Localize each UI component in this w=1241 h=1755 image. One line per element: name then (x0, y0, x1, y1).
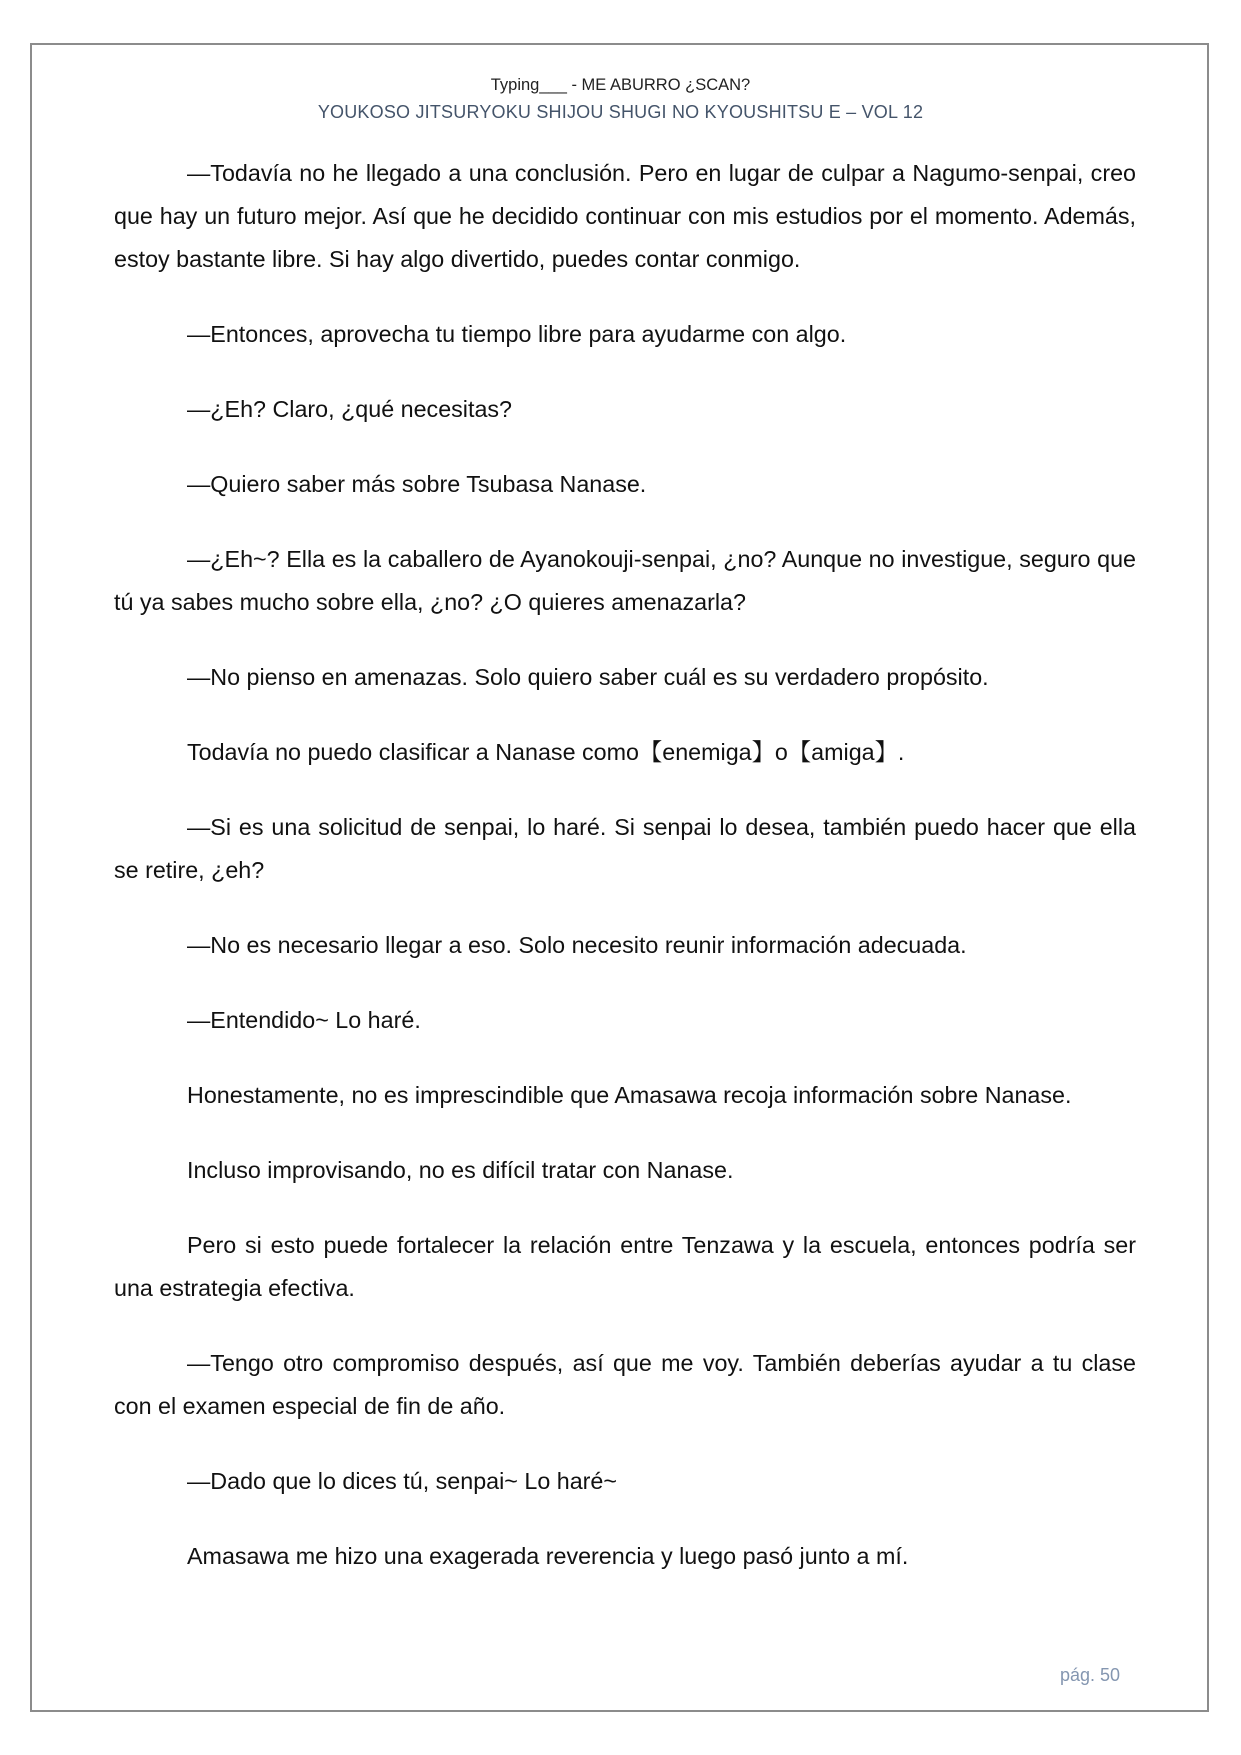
paragraph: —Todavía no he llegado a una conclusión. Pero en lugar de culpar a Nagumo-senpai, creo que hay un futuro mejor. Así que he decidido continuar con mis estudios por el momento. Además, estoy bastante libre. Si hay algo divertido, puedes contar conmigo. (114, 160, 1136, 272)
paragraph: —¿Eh? Claro, ¿qué necesitas? (187, 396, 513, 422)
header-credits: Typing___ - ME ABURRO ¿SCAN? (490, 76, 751, 94)
paragraph: —¿Eh~? Ella es la caballero de Ayanokouji-senpai, ¿no? Aunque no investigue, seguro que tú ya sabes mucho sobre ella, ¿no? ¿O quieres amenazarla? (114, 546, 1136, 615)
paragraph: —No pienso en amenazas. Solo quiero saber cuál es su verdadero propósito. (187, 664, 989, 690)
paragraph: —Quiero saber más sobre Tsubasa Nanase. (187, 471, 647, 497)
header-title: YOUKOSO JITSURYOKU SHIJOU SHUGI NO KYOUSHITSU E – VOL 12 (317, 102, 924, 122)
paragraph: Todavía no puedo clasificar a Nanase como【enemiga】o【amiga】. (187, 739, 905, 765)
paragraph: —Si es una solicitud de senpai, lo haré. Si senpai lo desea, también puedo hacer que ella se retire, ¿eh? (114, 814, 1136, 883)
paragraph: —Entonces, aprovecha tu tiempo libre para ayudarme con algo. (187, 321, 847, 347)
paragraph: Incluso improvisando, no es difícil tratar con Nanase. (187, 1157, 734, 1183)
paragraph: —Entendido~ Lo haré. (187, 1007, 421, 1033)
paragraph: Honestamente, no es imprescindible que Amasawa recoja información sobre Nanase. (187, 1082, 1072, 1108)
paragraph: Pero si esto puede fortalecer la relación entre Tenzawa y la escuela, entonces podría ser una estrategia efectiva. (114, 1232, 1136, 1301)
paragraph: Amasawa me hizo una exagerada reverencia y luego pasó junto a mí. (187, 1543, 909, 1569)
paragraph: —No es necesario llegar a eso. Solo necesito reunir información adecuada. (187, 932, 967, 958)
paragraph: —Tengo otro compromiso después, así que me voy. También deberías ayudar a tu clase con el examen especial de fin de año. (114, 1350, 1136, 1419)
page-number: pág. 50 (1060, 1665, 1121, 1685)
paragraph: —Dado que lo dices tú, senpai~ Lo haré~ (187, 1468, 617, 1494)
body-text (114, 152, 1136, 1610)
